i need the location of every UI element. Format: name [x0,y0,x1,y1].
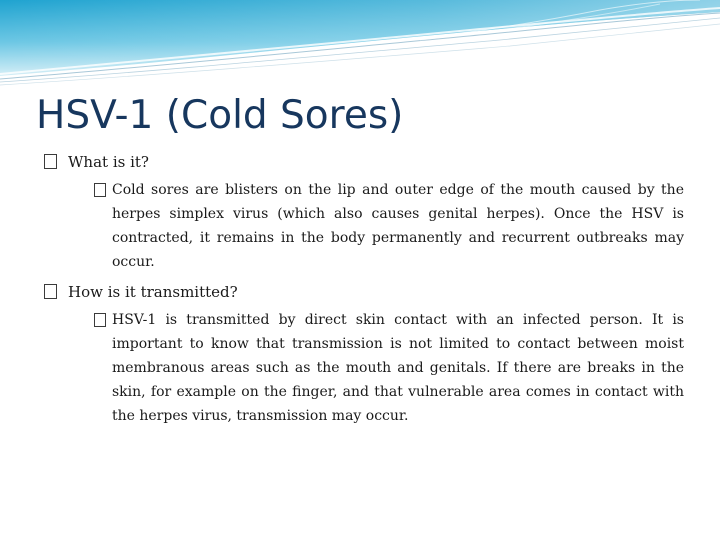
bullet-item-how-transmitted [44,280,684,304]
header-wave-banner [0,0,720,90]
bullet-box-icon [44,284,57,299]
bullet-list [44,150,684,428]
bullet-box-icon [94,313,106,327]
sub-bullet-item-transmission [94,308,684,428]
bullet-box-icon [44,154,57,169]
bullet-text: What is it? [68,153,149,171]
bullet-item-what-is-it [44,150,684,174]
bullet-box-icon [94,183,106,197]
sub-bullet-item-definition [94,178,684,274]
slide-title: HSV-1 (Cold Sores) [36,93,404,138]
bullet-text: How is it transmitted? [68,283,238,301]
sub-bullet-text: HSV-1 is transmitted by direct skin contact with an infected person. It is important to know that transmission is not limited to contact between moist membranous areas such as the mouth and genitals. If there are breaks in the skin, for example on the finger, and that vulnerable area comes in contact with the herpes virus, transmission may occur. [112,312,684,424]
sub-bullet-text: Cold sores are blisters on the lip and outer edge of the mouth caused by the herpes simplex virus (which also causes genital herpes). Once the HSV is contracted, it remains in the body permanently and recurrent outbreaks may occur. [112,182,684,270]
